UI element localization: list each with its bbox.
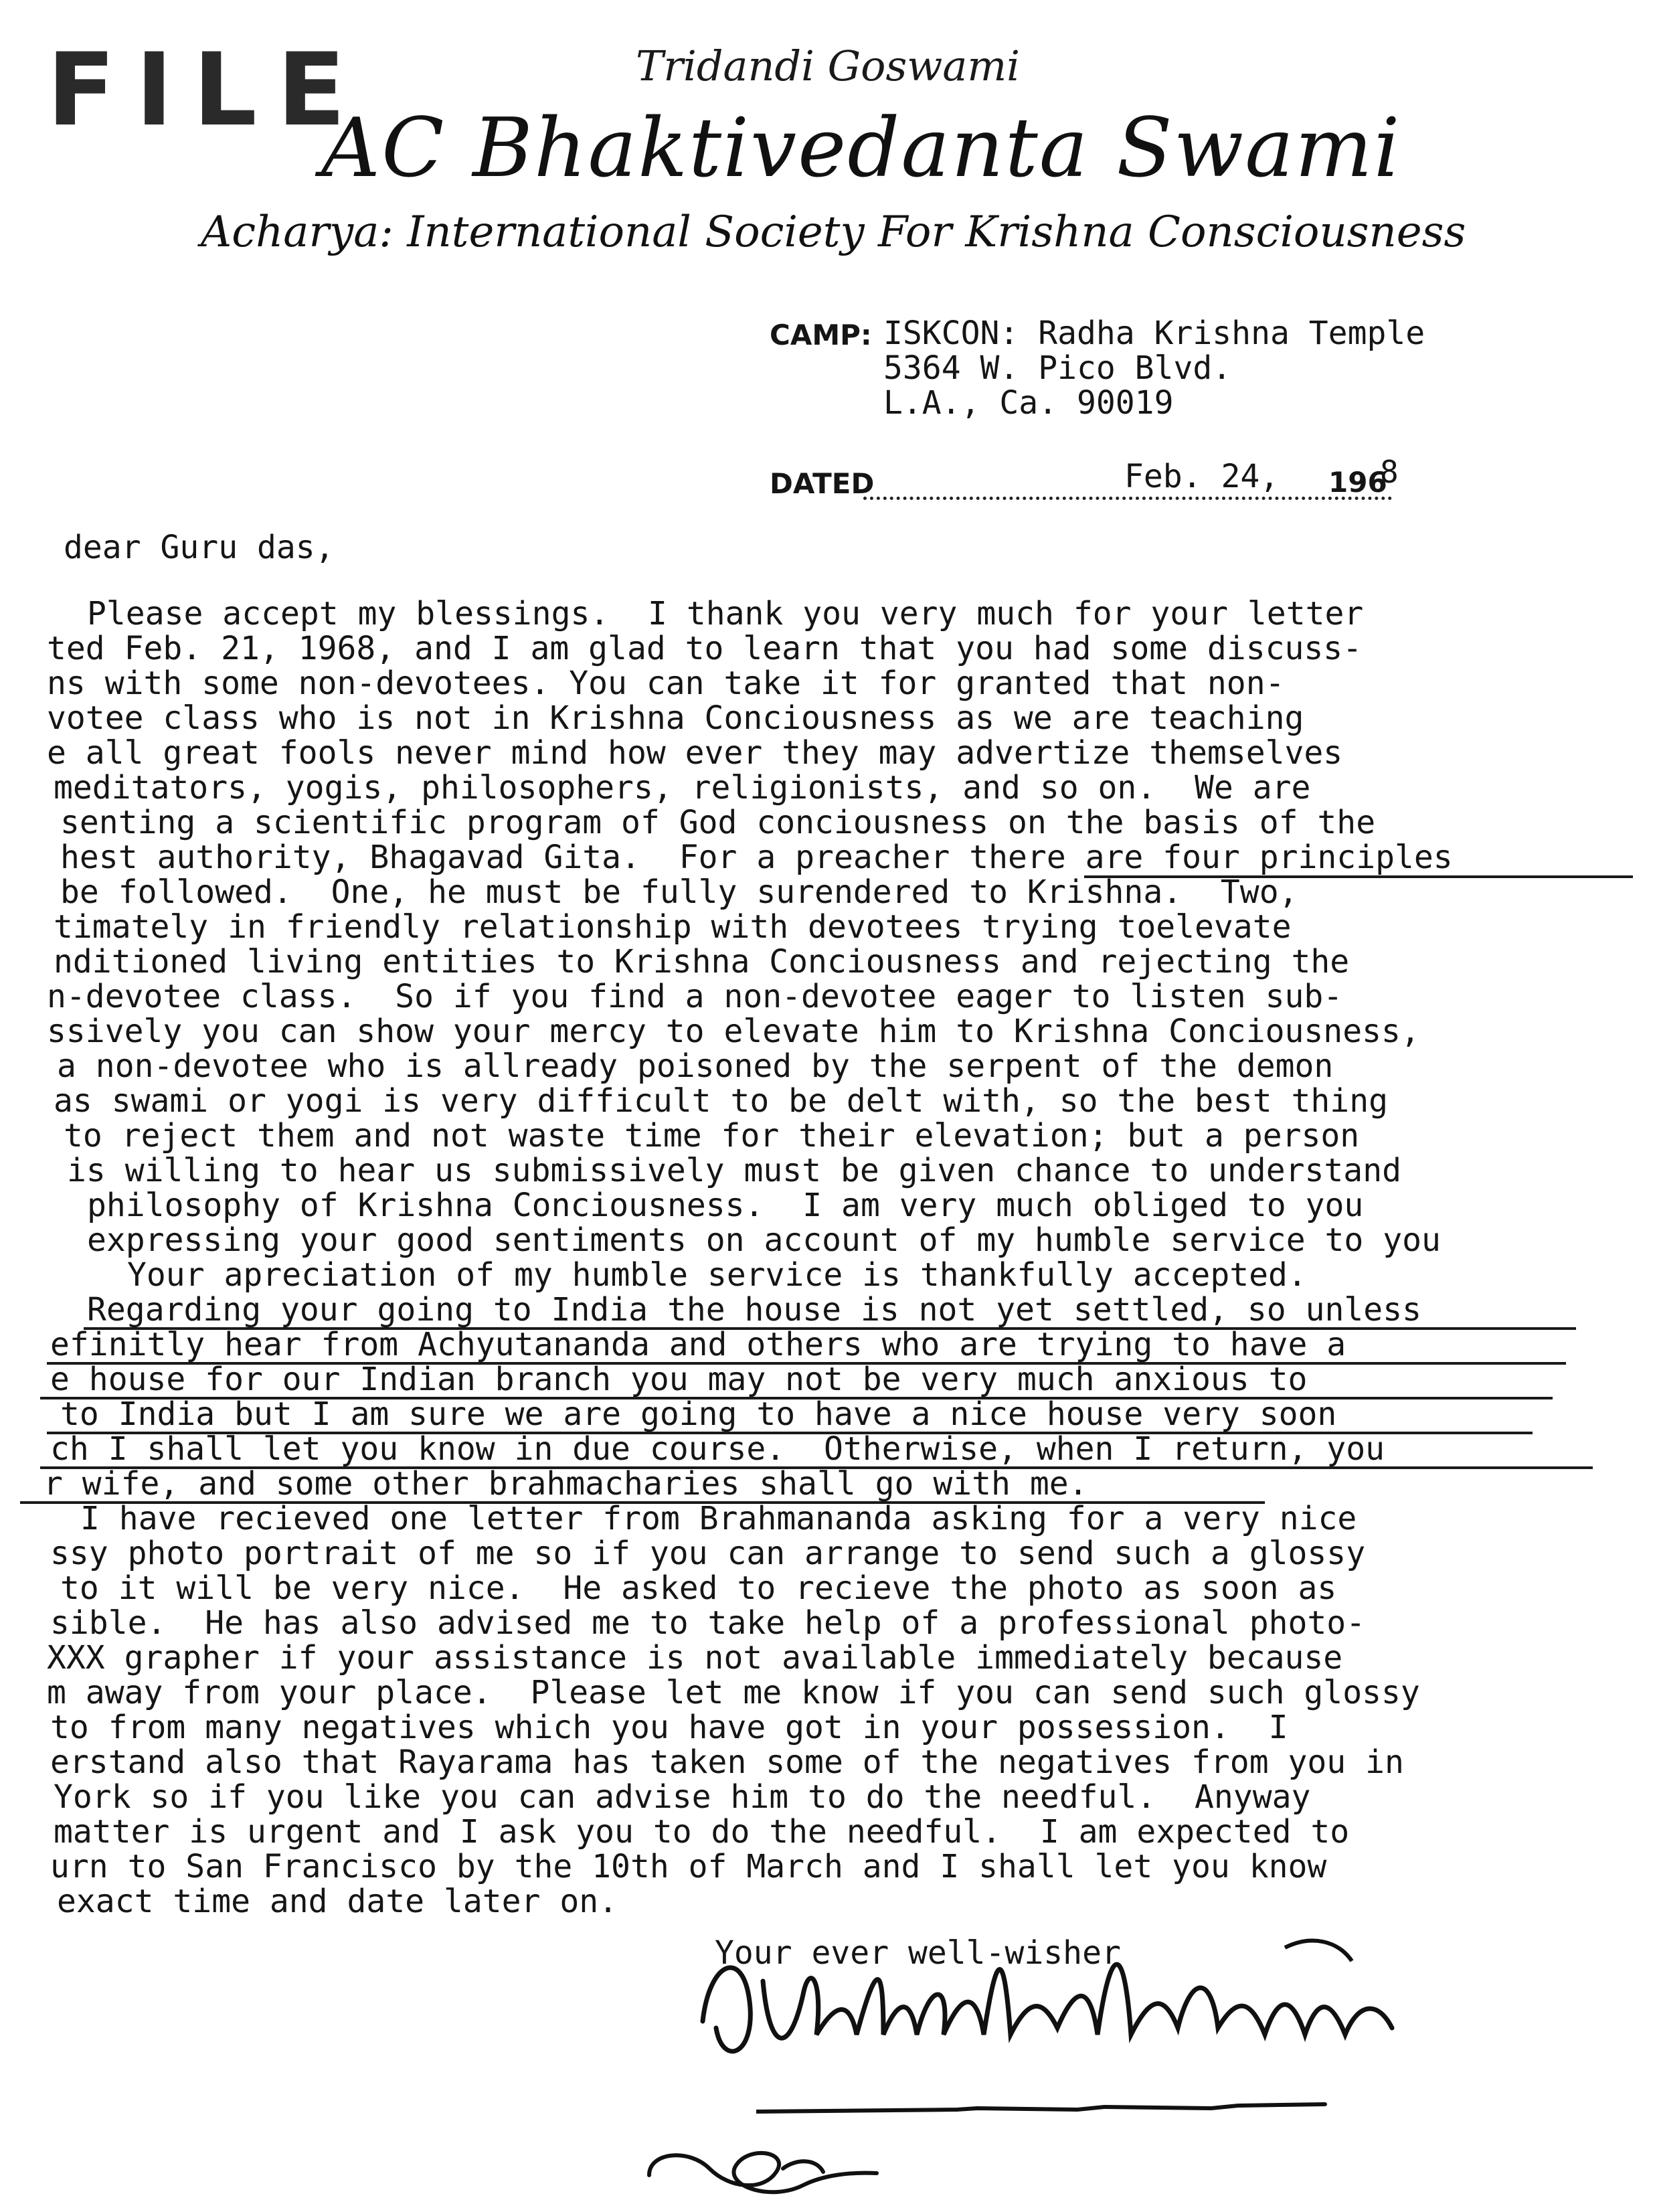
body-line: timately in friendly relationship with devotees trying toelevate [54,908,1292,946]
body-line: m away from your place. Please let me know if you can send such glossy [47,1674,1420,1711]
body-line: Please accept my blessings. I thank you very much for your letter [87,595,1364,632]
dated-year-suffix: 8 [1380,454,1399,490]
letterhead-name: AC Bhaktivedanta Swami [321,100,1401,195]
body-line: senting a scientific program of God conciousness on the basis of the [60,804,1376,841]
body-line: philosophy of Krishna Conciousness. I am very much obliged to you [87,1187,1364,1224]
body-line: be followed. One, he must be fully surendered to Krishna. Two, [60,873,1298,911]
dated-year-prefix: 196 [1328,466,1387,499]
body-line: is willing to hear us submissively must be given chance to understand [67,1152,1401,1189]
body-line: hest authority, Bhagavad Gita. For a preacher there are four principles [60,839,1453,876]
hand-underline [47,1362,1566,1365]
body-line: matter is urgent and I ask you to do the needful. I am expected to [54,1813,1350,1851]
body-line: expressing your good sentiments on account of my humble service to you [87,1221,1441,1259]
body-line: nditioned living entities to Krishna Conciousness and rejecting the [54,943,1350,981]
letterhead-title-top: Tridandi Goswami [636,41,1020,90]
dated-value: Feb. 24, [1124,458,1280,495]
body-line: ssy photo portrait of me so if you can arrange to send such a glossy [50,1535,1366,1572]
closing: Your ever well-wisher [715,1934,1121,1972]
flourish-ornament-icon [636,2138,890,2205]
hand-underline [84,1327,1576,1330]
body-line: r wife, and some other brahmacharies shall go with me. [43,1465,1088,1503]
body-line: a non-devotee who is allready poisoned by the serpent of the demon [57,1047,1334,1085]
body-line: ted Feb. 21, 1968, and I am glad to learn that you had some discuss- [47,630,1363,667]
body-line: York so if you like you can advise him to do the needful. Anyway [54,1778,1311,1816]
body-line: XXX grapher if your assistance is not available immediately because [47,1639,1343,1677]
camp-label: CAMP: [770,319,872,351]
hand-underline [20,1501,1265,1504]
signature-underline-icon [756,2095,1359,2122]
body-line: ssively you can show your mercy to elevate him to Krishna Conciousness, [47,1013,1420,1050]
body-line: to from many negatives which you have got in your possession. I [50,1709,1288,1746]
body-line: urn to San Francisco by the 10th of March and I shall let you know [50,1848,1327,1885]
hand-underline [40,1397,1553,1399]
body-line: I have recieved one letter from Brahmananda asking for a very nice [80,1500,1357,1537]
body-line: meditators, yogis, philosophers, religionists, and so on. We are [54,769,1311,806]
body-line: efinitly hear from Achyutananda and others who are trying to have a [50,1326,1346,1363]
body-line: to India but I am sure we are going to have a nice house very soon [60,1395,1337,1433]
body-line: Your apreciation of my humble service is thankfully accepted. [127,1256,1307,1294]
body-line: ch I shall let you know in due course. Otherwise, when I return, you [50,1430,1385,1468]
file-stamp: FILE [47,32,366,149]
body-line: votee class who is not in Krishna Conciousness as we are teaching [47,699,1304,737]
dated-label: DATED [770,467,875,500]
dated-dotted-line [863,497,1392,500]
body-line: e house for our Indian branch you may not be very much anxious to [50,1361,1308,1398]
body-line: ns with some non-devotees. You can take it for granted that non- [47,665,1285,702]
signature-image [683,1921,1472,2088]
body-line: n-devotee class. So if you find a non-devotee eager to listen sub- [47,978,1343,1015]
body-line: sible. He has also advised me to take help of a professional photo- [50,1604,1366,1642]
salutation: dear Guru das, [64,529,335,566]
hand-underline [47,1432,1533,1434]
body-line: erstand also that Rayarama has taken some of the negatives from you in [50,1743,1404,1781]
body-line: exact time and date later on. [57,1883,618,1920]
body-line: as swami or yogi is very difficult to be delt with, so the best thing [54,1082,1388,1120]
body-line: to it will be very nice. He asked to recieve the photo as soon as [60,1569,1337,1607]
hand-underline [40,1466,1593,1469]
body-line: e all great fools never mind how ever they may advertize themselves [47,734,1343,772]
hand-underline [1084,875,1633,878]
letterhead-subtitle: Acharya: International Society For Krishna Consciousness [201,207,1466,257]
body-line: Regarding your going to India the house is not yet settled, so unless [87,1291,1421,1329]
camp-line: L.A., Ca. 90019 [883,384,1174,422]
camp-line: ISKCON: Radha Krishna Temple [883,315,1425,352]
body-line: to reject them and not waste time for their elevation; but a person [64,1117,1360,1155]
camp-line: 5364 W. Pico Blvd. [883,349,1232,387]
